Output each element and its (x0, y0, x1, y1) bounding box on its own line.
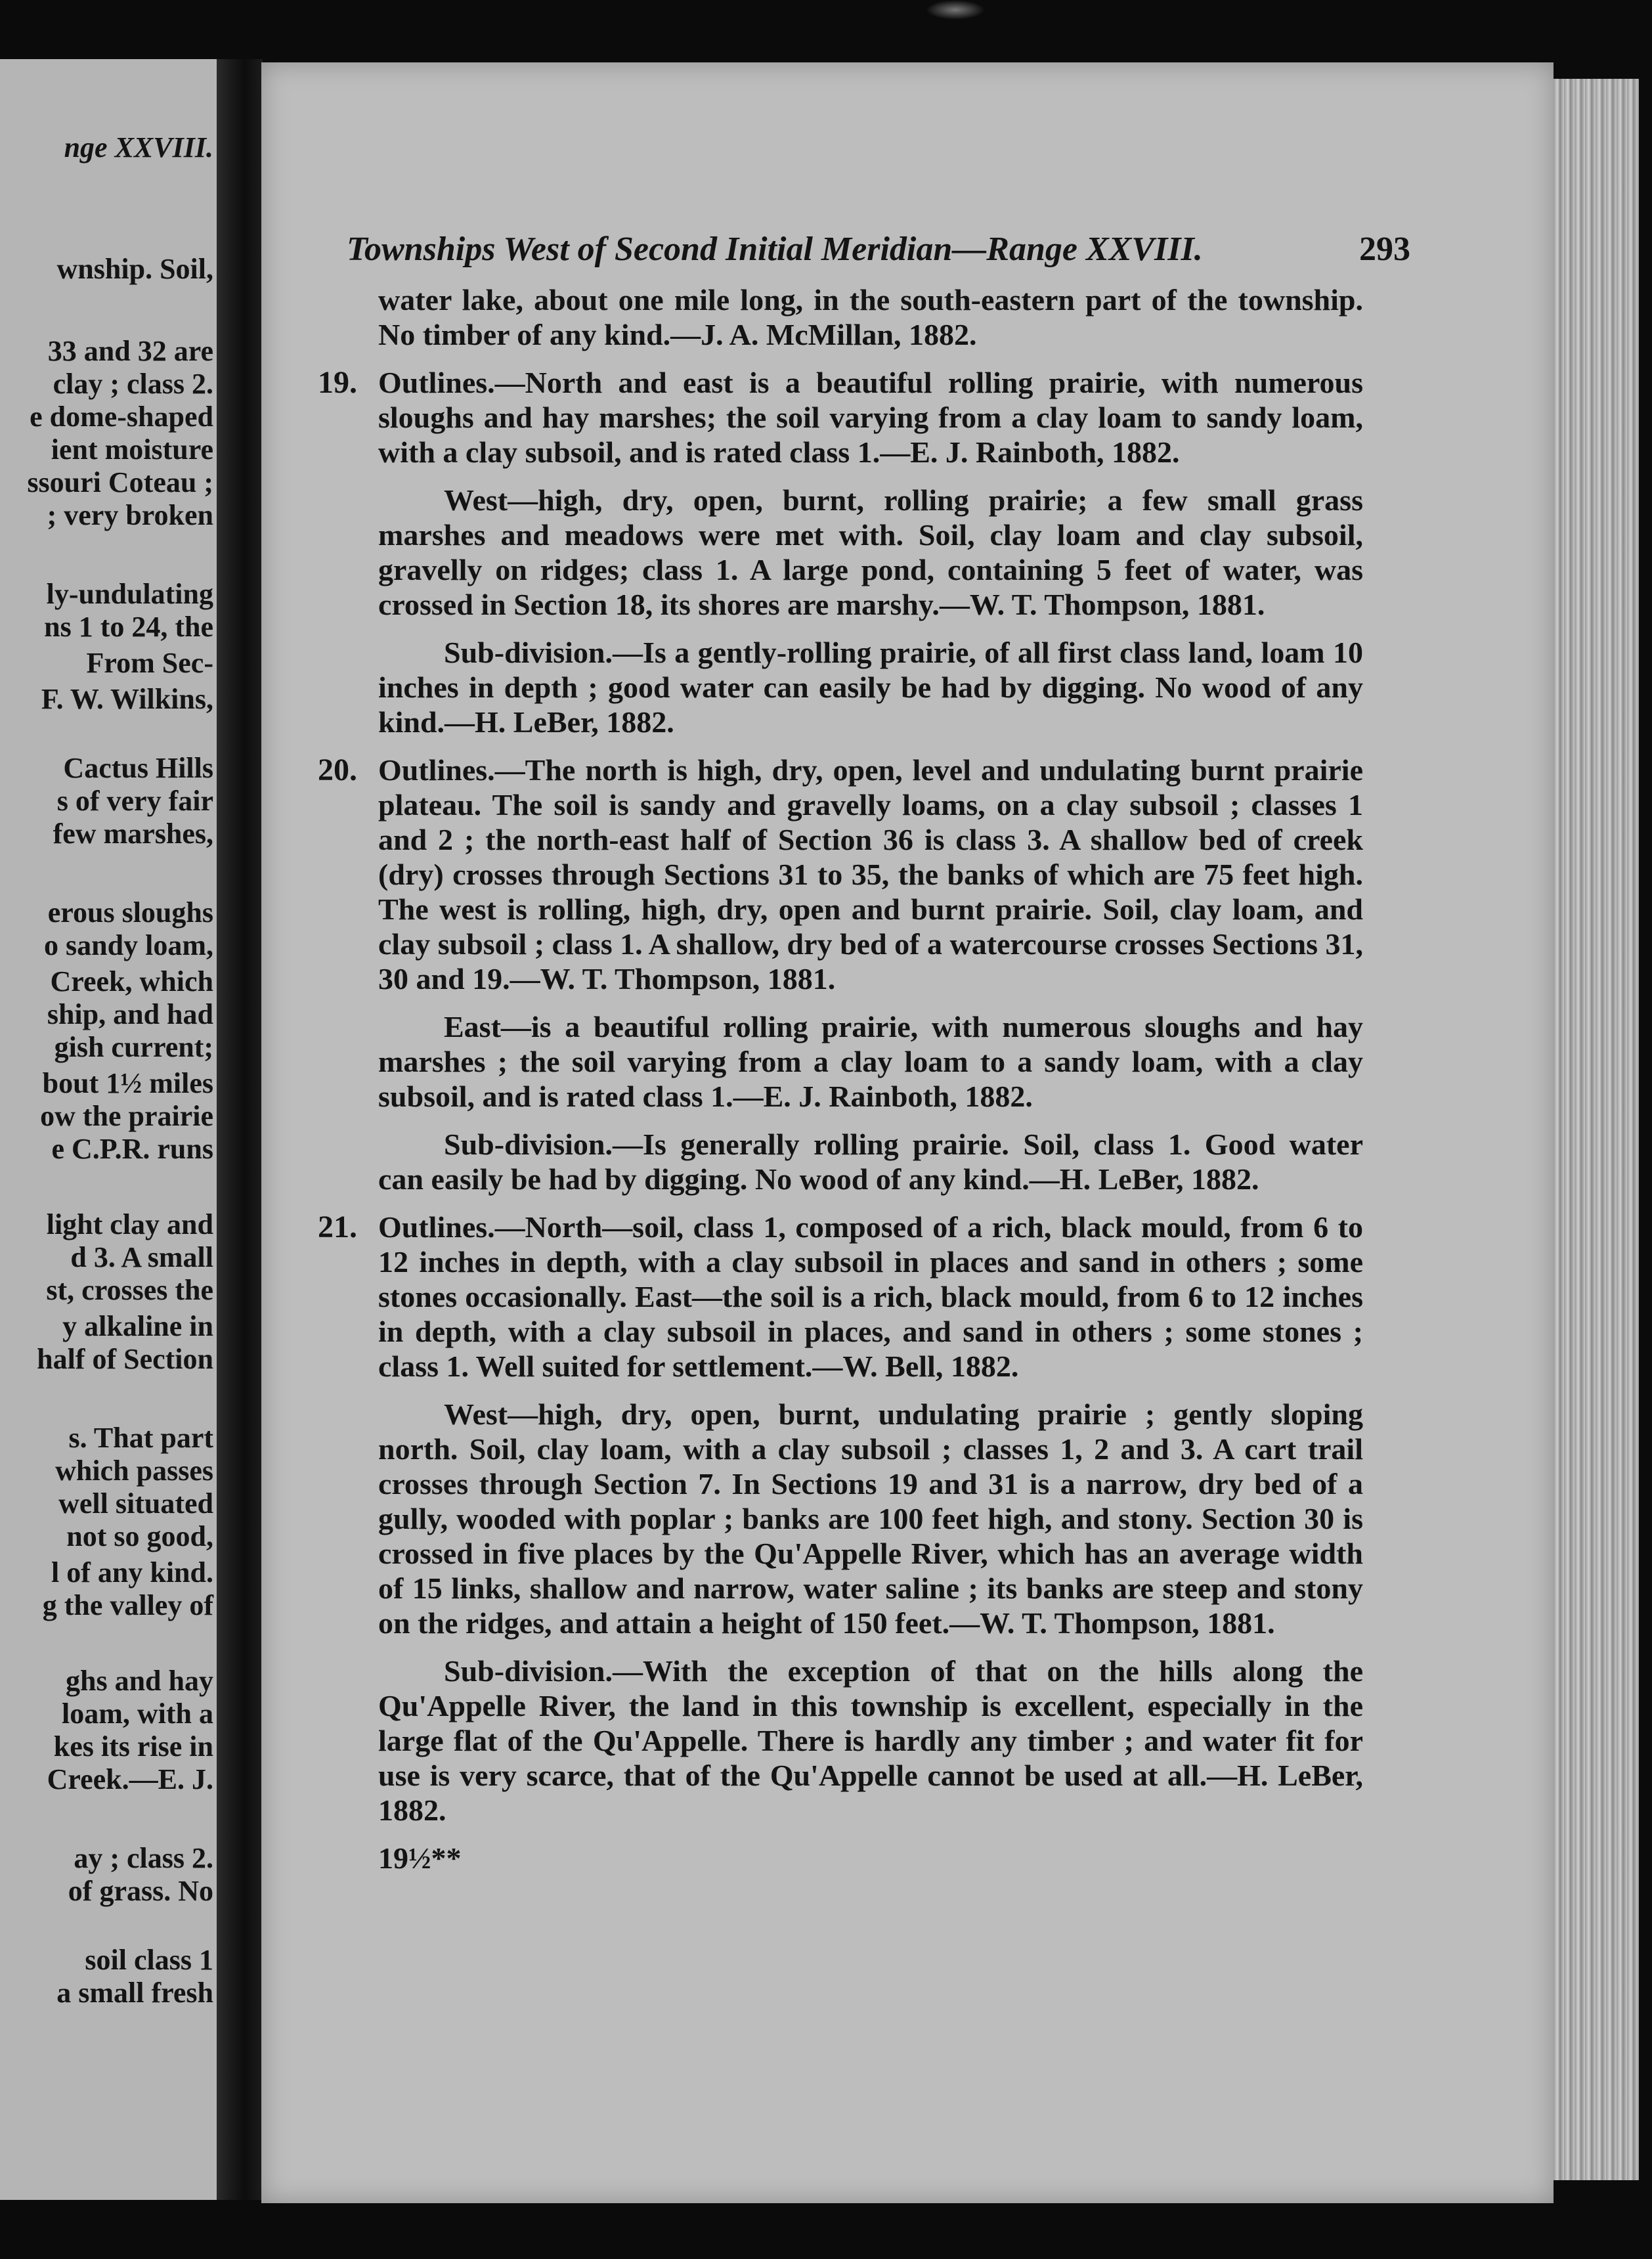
page-number: 293 (1359, 230, 1410, 268)
previous-page-fragment (0, 59, 217, 2200)
west-paragraph: West—high, dry, open, burnt, rolling prairie; a few small grass marshes and meadows were met with. Soil, clay loam and clay subsoil, gravelly on ridges; class 1. A large pond, containing 5 feet of water, was crossed in Section 18, its shores are marshy.—W. T. Thompson, 1881. (378, 483, 1363, 621)
previous-page-line: e C.P.R. runs (51, 1133, 213, 1165)
previous-page-line: ns 1 to 24, the (44, 611, 213, 643)
previous-page-line: a small fresh (56, 1977, 213, 2009)
previous-page-line: ghs and hay (65, 1665, 213, 1697)
page-body (318, 282, 1363, 1875)
continuation-paragraph: water lake, about one mile long, in the south-eastern part of the township. No timber of any kind.—J. A. McMillan, 1882. (378, 283, 1363, 351)
previous-page-line: l of any kind. (51, 1556, 213, 1589)
township-number: 19. (318, 365, 357, 400)
previous-page-line: o sandy loam, (44, 929, 213, 961)
previous-page-line: erous sloughs (47, 896, 213, 929)
previous-page-line: clay ; class 2. (53, 368, 213, 400)
township-entry-21 (318, 1210, 1363, 1828)
previous-page-line: st, crosses the (46, 1274, 213, 1306)
signature-mark: 19½** (378, 1841, 462, 1875)
page-edges (1554, 79, 1639, 2180)
book-page (261, 62, 1554, 2203)
book-gutter (217, 59, 263, 2200)
west-paragraph: West—high, dry, open, burnt, undulating prairie ; gently sloping north. Soil, clay loam, with a clay subsoil ; classes 1, 2 and 3. A cart trail crosses through Section 7. In Sections 19 and 31 is a narrow, dry bed of a gully, wooded with poplar ; banks are 100 feet high, and stony. Section 30 is crossed in five places by the Qu'Appelle River, which has an average width of 15 links, shallow and narrow, water saline ; its banks are steep and stony on the ridges, and attain a height of 150 feet.—W. T. Thompson, 1881. (378, 1397, 1363, 1640)
running-head-title: Townships West of Second Initial Meridian—Range XXVIII. (347, 230, 1203, 268)
previous-page-line: ; very broken (47, 499, 213, 531)
running-head (347, 230, 1410, 269)
previous-page-line: which passes (55, 1455, 213, 1487)
previous-page-line: few marshes, (53, 818, 213, 850)
previous-page-line: y alkaline in (62, 1310, 213, 1342)
previous-page-line: ly-undulating (46, 578, 213, 610)
subdivision-paragraph: Sub-division.—With the exception of that on the hills along the Qu'Appelle River, the land in this township is excellent, especially in the large flat of the Qu'Appelle. There is hardly any timber ; and water fit for use is very scarce, that of the Qu'Appelle cannot be used at all.—H. LeBer, 1882. (378, 1654, 1363, 1827)
previous-page-line: soil class 1 (85, 1944, 213, 1976)
previous-page-line: not so good, (66, 1520, 213, 1552)
previous-page-line: From Sec- (86, 647, 213, 679)
previous-page-line: d 3. A small (70, 1241, 213, 1273)
subdivision-paragraph: Sub-division.—Is generally rolling prairie. Soil, class 1. Good water can easily be had by digging. No wood of any kind.—H. LeBer, 1882. (378, 1128, 1363, 1196)
previous-page-line: ient moisture (51, 433, 213, 466)
previous-page-line: ow the prairie (40, 1100, 213, 1132)
township-number: 20. (318, 753, 357, 787)
previous-page-line: ssouri Coteau ; (27, 466, 213, 498)
previous-page-line: Creek, which (50, 965, 213, 998)
previous-page-line: kes its rise in (53, 1730, 213, 1763)
top-smudge (926, 0, 985, 20)
outlines-paragraph: Outlines.—North—soil, class 1, composed of a rich, black mould, from 6 to 12 inches in depth, with a clay subsoil in places and sand in others ; some stones occasionally. East—the soil is a rich, black mould, from 6 to 12 inches in depth, with a clay subsoil in places, and sand in others ; some stones ; class 1. Well suited for settlement.—W. Bell, 1882. (378, 1210, 1363, 1383)
previous-page-line: Cactus Hills (63, 752, 213, 784)
previous-page-line: F. W. Wilkins, (41, 683, 213, 715)
previous-page-line: well situated (58, 1487, 213, 1520)
previous-page-line: gish current; (54, 1031, 213, 1063)
previous-page-line: half of Section (37, 1343, 213, 1375)
previous-page-line: s of very fair (56, 785, 213, 817)
outlines-paragraph: Outlines.—The north is high, dry, open, level and undulating burnt prairie plateau. The soil is sandy and gravelly loams, on a clay subsoil ; classes 1 and 2 ; the north-east half of Section 36 is class 3. A shallow bed of creek (dry) crosses through Sections 31 to 35, the banks of which are 75 feet high. The west is rolling, high, dry, open and burnt prairie. Soil, clay loam, and clay subsoil ; class 1. A shallow, dry bed of a watercourse crosses Sections 31, 30 and 19.—W. T. Thompson, 1881. (378, 753, 1363, 996)
previous-page-line: nge XXVIII. (64, 131, 213, 164)
subdivision-paragraph: Sub-division.—Is a gently-rolling prairie, of all first class land, loam 10 inches in depth ; good water can easily be had by digging. No wood of any kind.—H. LeBer, 1882. (378, 636, 1363, 739)
previous-page-line: loam, with a (62, 1698, 213, 1730)
township-number: 21. (318, 1210, 357, 1244)
previous-page-line: of grass. No (68, 1875, 213, 1907)
previous-page-line: wnship. Soil, (56, 253, 213, 285)
previous-page-line: light clay and (46, 1208, 213, 1240)
previous-page-line: Creek.—E. J. (47, 1763, 213, 1795)
previous-page-line: e dome-shaped (30, 401, 213, 433)
previous-page-line: bout 1½ miles (42, 1067, 213, 1099)
previous-page-line: g the valley of (42, 1589, 213, 1621)
township-entry-20 (318, 753, 1363, 1196)
previous-page-line: s. That part (68, 1422, 213, 1454)
outlines-paragraph: Outlines.—North and east is a beautiful rolling prairie, with numerous sloughs and hay marshes; the soil varying from a clay loam to sandy loam, with a clay subsoil, and is rated class 1.—E. J. Rainboth, 1882. (378, 366, 1363, 469)
township-entry-19 (318, 365, 1363, 739)
previous-page-line: 33 and 32 are (47, 335, 213, 367)
previous-page-line: ay ; class 2. (74, 1842, 213, 1874)
east-paragraph: East—is a beautiful rolling prairie, with numerous sloughs and hay marshes ; the soil varying from a clay loam to a sandy loam, with a clay subsoil, and is rated class 1.—E. J. Rainboth, 1882. (378, 1010, 1363, 1113)
previous-page-line: ship, and had (47, 998, 213, 1030)
